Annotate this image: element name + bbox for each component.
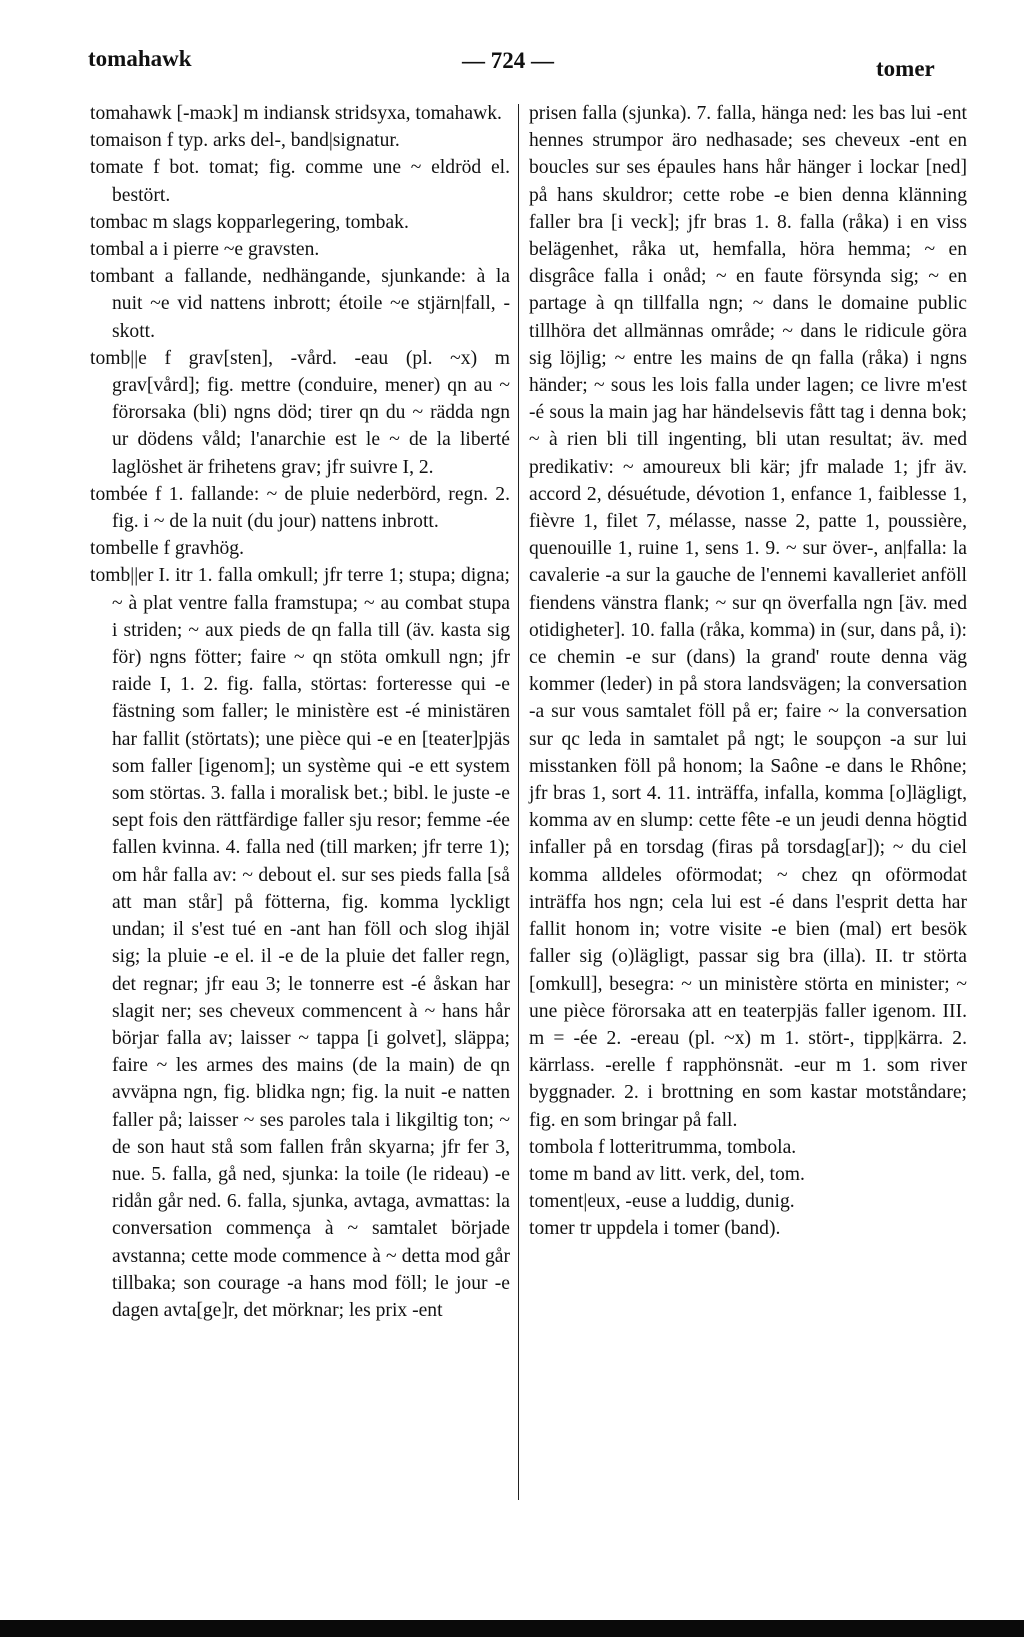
dictionary-entry: tomaison f typ. arks del-, band|signatur. [90, 130, 400, 152]
column-divider [518, 104, 519, 1500]
scan-bottom-edge [0, 1620, 1024, 1637]
running-header [0, 46, 1024, 86]
page-number: — 724 — [462, 48, 554, 73]
dictionary-entry: tome m band av litt. verk, del, tom. [529, 1163, 805, 1185]
header-right-guideword: tomer [876, 56, 935, 81]
dictionary-entry: tomer tr uppdela i tomer (band). [529, 1218, 781, 1240]
dictionary-entry: tombelle f gravhög. [90, 538, 244, 560]
dictionary-entry: toment|eux, -euse a luddig, dunig. [529, 1191, 795, 1213]
dictionary-entry: tomb||er I. itr 1. falla omkull; jfr terre 1; stupa; digna; ~ à plat ventre falla framstupa; ~ au combat stupa i striden; ~ aux pieds de qn falla till (äv. kasta sig för) ngns fötter; faire ~ qn stöta omkull ngn; jfr raide I, 1. 2. fig. falla, störtas: forteresse qui -e fästning som faller; le ministère est -é ministären har fallit (störtats); une pièce qui -e en [teater]pjäs som faller [igenom]; un système qui -e ett system som störtas. 3. falla i moralisk bet.; bibl. le juste -e sept fois den rättfärdige faller sju resor; femme -ée fallen kvinna. 4. falla ned (till marken; jfr terre 1); om hår falla av: ~ debout el. sur ses pieds falla [så att man står] på fötterna, fig. komma lyckligt undan; il s'est tué en -ant han föll och slog ihjäl sig; la pluie -e el. il -e de la pluie det faller regn, det regnar; jfr eau 3; le tonnerre est -é åskan har slagit ner; ses cheveux commencent à ~ hans hår börjar falla av; laisser ~ tappa [i golvet], släppa; faire ~ les armes des mains (de la main) de qn avväpna ngn, fig. blidka ngn; fig. la nuit -e natten faller på; laisser ~ ses paroles tala i likgiltig ton; ~ de son haut stå som fallen från skyarna; jfr fer 3, nue. 5. falla, gå ned, sjunka: la toile (le rideau) -e ridån går ned. 6. falla, sjunka, avtaga, avmattas: la conversation commença à ~ samtalet började avstanna; cette mode commence à ~ detta mod går tillbaka; son courage -a hans mod föll; le jour -e dagen avta[ge]r, det mörknar; les prix -ent [90, 565, 510, 1321]
dictionary-entry: tomate f bot. tomat; fig. comme une ~ eldröd el. bestört. [90, 157, 510, 206]
left-column [90, 100, 510, 1324]
dictionary-entry: tombac m slags kopparlegering, tombak. [90, 211, 409, 233]
dictionary-entry: tomahawk [-maɔk] m indiansk stridsyxa, tomahawk. [90, 103, 502, 124]
dictionary-entry-continuation: prisen falla (sjunka). 7. falla, hänga ned: les bas lui -ent hennes strumpor äro nedhasade; ses cheveux -ent en boucles sur ses épaules hans hår hänger i lockar [ned] på hans skuldror; cette robe -e bien denna klänning faller bra [i veck]; jfr bras 1. 8. falla (råka) i en viss belägenhet, råka ut, hemfalla, höra hemma; ~ en disgrâce falla i onåd; ~ en faute försynda sig; ~ en partage à qn tillfalla ngn; ~ dans le domaine public tillhöra det allmännas område; ~ dans le ridicule göra sig löjlig; ~ entre les mains de qn falla (råka) i ngns händer; ~ sous les lois falla under lagen; ce livre m'est -é sous la main jag har händelsevis fått tag i denna bok; ~ à rien bli till ingenting, bli utan resultat; äv. med predikativ: ~ amoureux bli kär; jfr malade 1; jfr äv. accord 2, désuétude, dévotion 1, enfance 1, faiblesse 1, fièvre 1, filet 7, mélasse, nasse 2, patte 1, poussière, quenouille 1, ruine 1, sens 1. 9. ~ sur över-, an|falla: la cavalerie -a sur la gauche de l'ennemi kavalleriet anföll fiendens vänstra flank; ~ sur qn överfalla ngn [äv. med otidigheter]. 10. falla (råka, komma) in (sur, dans på, i): ce chemin -e sur (dans) la grand' route denna väg kommer (leder) in på stora landsvägen; la conversation -a sur vous samtalet föll på er; faire ~ la conversation sur qc leda in samtalet på ngt; le soupçon -a sur lui misstanken föll på honom; la Saône -e dans le Rhône; jfr bras 1, sort 4. 11. inträffa, infalla, komma [o]lägligt, komma av en slump: cette fête -e un jeudi denna högtid infaller på en torsdag (firas på torsdag[ar]); ~ du ciel komma alldeles oförmodat; ~ chez qn oförmodat inträffa hos ngn; cela lui est -é dans l'esprit detta har fallit honom in; votre visite -e bien (mal) ert besök faller sig (o)lägligt, passar sig bra (illa). II. tr störta [omkull], besegra: ~ un ministère störta en minister; ~ une pièce förorsaka att en teaterpjäs faller igenom. III. m = -ée 2. -ereau (pl. ~x) m 1. stört-, tipp|kärra. 2. kärrlass. -erelle f rapphönsnät. -eur m 1. som river byggnader. 2. i brottning en som kastar motståndare; fig. en som bringar på fall. [529, 103, 967, 1131]
dictionary-entry: tombal a i pierre ~e gravsten. [90, 239, 320, 261]
right-column [529, 100, 967, 1243]
dictionary-entry: tombée f 1. fallande: ~ de pluie nederbörd, regn. 2. fig. i ~ de la nuit (du jour) nattens inbrott. [90, 483, 510, 533]
dictionary-entry: tomb||e f grav[sten], -vård. -eau (pl. ~x) m grav[vård]; fig. mettre (conduire, mener) qn au ~ förorsaka (bli) ngns död; tirer qn du ~ rädda ngn ur dödens våld; l'anarchie est le ~ de la liberté laglöshet är frihetens grav; jfr suivre I, 2. [90, 347, 510, 478]
dictionary-entry: tombant a fallande, nedhängande, sjunkande: à la nuit ~e vid nattens inbrott; étoile ~e stjärn|fall, -skott. [90, 266, 510, 342]
header-left-guideword: tomahawk [88, 46, 192, 71]
dictionary-entry: tombola f lotteritrumma, tombola. [529, 1136, 797, 1158]
